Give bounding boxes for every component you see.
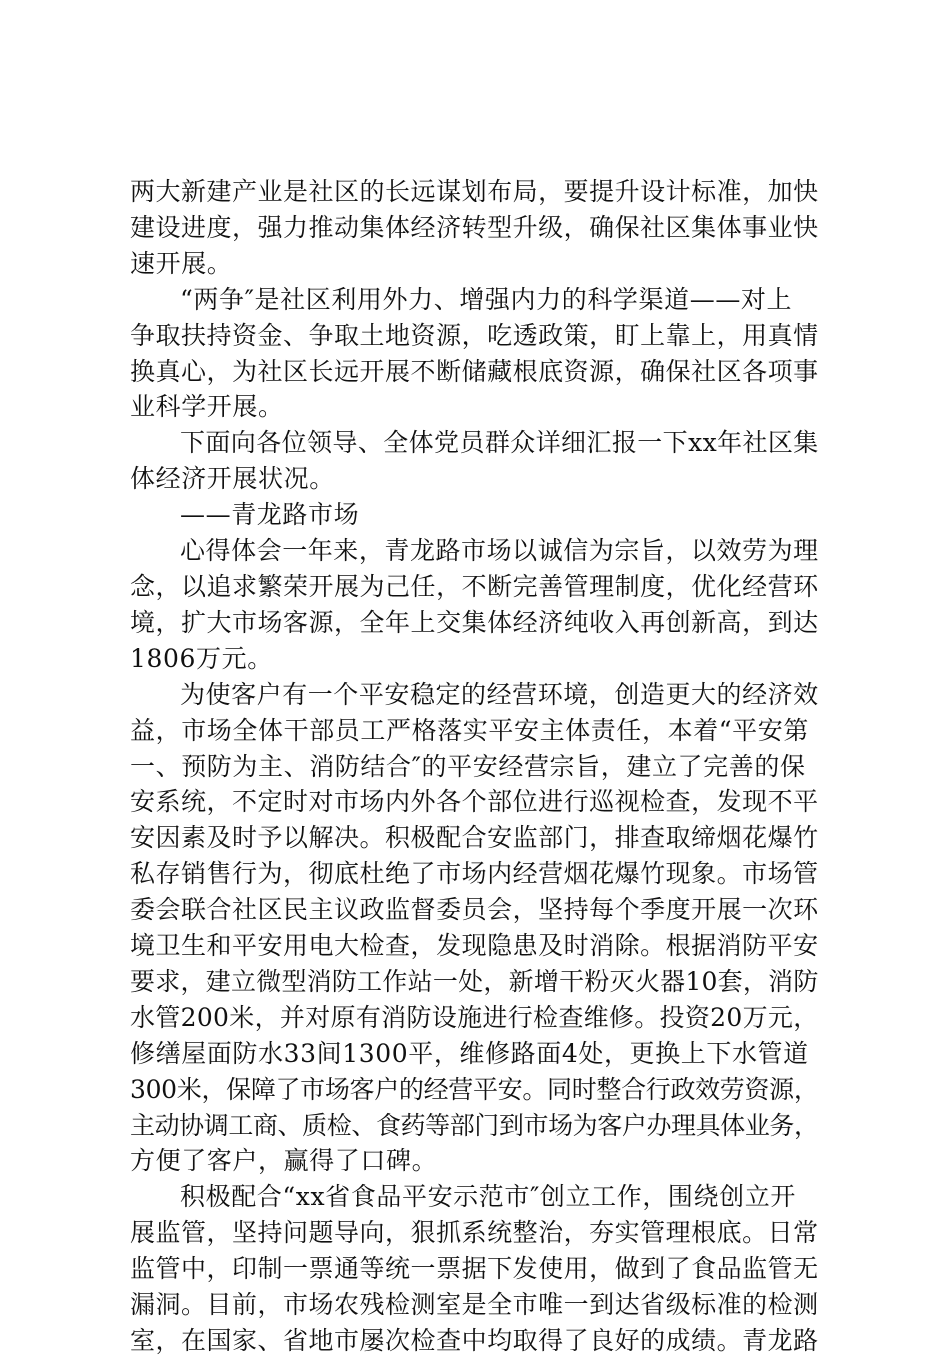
- text-line: 体经济开展状况。: [130, 464, 335, 494]
- text-line: 一、预防为主、消防结合″的平安经营宗旨，建立了完善的保: [130, 751, 806, 781]
- text-line: 速开展。: [130, 248, 233, 278]
- paragraph: [130, 425, 820, 497]
- text-line: 换真心，为社区长远开展不断储藏根底资源，确保社区各项事: [130, 356, 819, 386]
- text-line: 下面向各位领导、全体党员群众详细汇报一下xx年社区集: [180, 428, 819, 458]
- text-line: 要求，建立微型消防工作站一处，新增干粉灭火器10套，消防: [130, 966, 819, 996]
- text-line: 私存销售行为，彻底杜绝了市场内经营烟花爆竹现象。市场管: [130, 859, 819, 889]
- text-line: 1806万元。: [130, 643, 273, 673]
- text-line: 室，在国家、省地市屡次检查中均取得了良好的成绩。青龙路: [130, 1326, 819, 1355]
- paragraph: [130, 1179, 820, 1359]
- text-line: “两争″是社区利用外力、增强内力的科学渠道——对上: [180, 284, 793, 314]
- section-heading: [130, 497, 820, 533]
- text-line: 漏洞。目前，市场农残检测室是全市唯一到达省级标准的检测: [130, 1290, 819, 1320]
- text-line: 方便了客户，赢得了口碑。: [130, 1146, 438, 1176]
- text-line: 心得体会一年来，青龙路市场以诚信为宗旨，以效劳为理: [180, 536, 819, 566]
- text-line: ——青龙路市场: [180, 500, 360, 530]
- text-line: 展监管，坚持问题导向，狠抓系统整治，夯实管理根底。日常: [130, 1218, 819, 1248]
- text-line: 安系统，不定时对市场内外各个部位进行巡视检查，发现不平: [130, 787, 819, 817]
- text-line: 益，市场全体干部员工严格落实平安主体责任，本着“平安第: [130, 715, 809, 745]
- text-line: 主动协调工商、质检、食药等部门到市场为客户办理具体业务，: [130, 1110, 819, 1140]
- text-line: 安因素及时予以解决。积极配合安监部门，排查取缔烟花爆竹: [130, 823, 819, 853]
- text-line: 委会联合社区民主议政监督委员会，坚持每个季度开展一次环: [130, 895, 819, 925]
- document-body: [130, 174, 820, 1359]
- paragraph: [130, 533, 820, 677]
- text-line: 建设进度，强力推动集体经济转型升级，确保社区集体事业快: [130, 212, 819, 242]
- text-line: 境，扩大市场客源，全年上交集体经济纯收入再创新高，到达: [130, 607, 819, 637]
- paragraph: [130, 282, 820, 426]
- text-line: 业科学开展。: [130, 392, 284, 422]
- text-line: 水管200米，并对原有消防设施进行检查维修。投资20万元，: [130, 1002, 819, 1032]
- text-line: 修缮屋面防水33间1300平，维修路面4处，更换上下水管道: [130, 1038, 809, 1068]
- text-line: 积极配合“xx省食品平安示范市″创立工作，围绕创立开: [180, 1182, 796, 1212]
- text-line: 为使客户有一个平安稳定的经营环境，创造更大的经济效: [180, 679, 819, 709]
- text-line: 念，以追求繁荣开展为己任，不断完善管理制度，优化经营环: [130, 571, 819, 601]
- text-line: 两大新建产业是社区的长远谋划布局，要提升设计标准，加快: [130, 177, 819, 206]
- text-line: 监管中，印制一票通等统一票据下发使用，做到了食品监管无: [130, 1254, 819, 1284]
- text-line: 境卫生和平安用电大检查，发现隐患及时消除。根据消防平安: [130, 931, 819, 961]
- paragraph: [130, 174, 820, 282]
- text-line: 争取扶持资金、争取土地资源，吃透政策，盯上靠上，用真情: [130, 320, 819, 350]
- text-line: 300米，保障了市场客户的经营平安。同时整合行政效劳资源，: [130, 1074, 819, 1104]
- paragraph: [130, 677, 820, 1180]
